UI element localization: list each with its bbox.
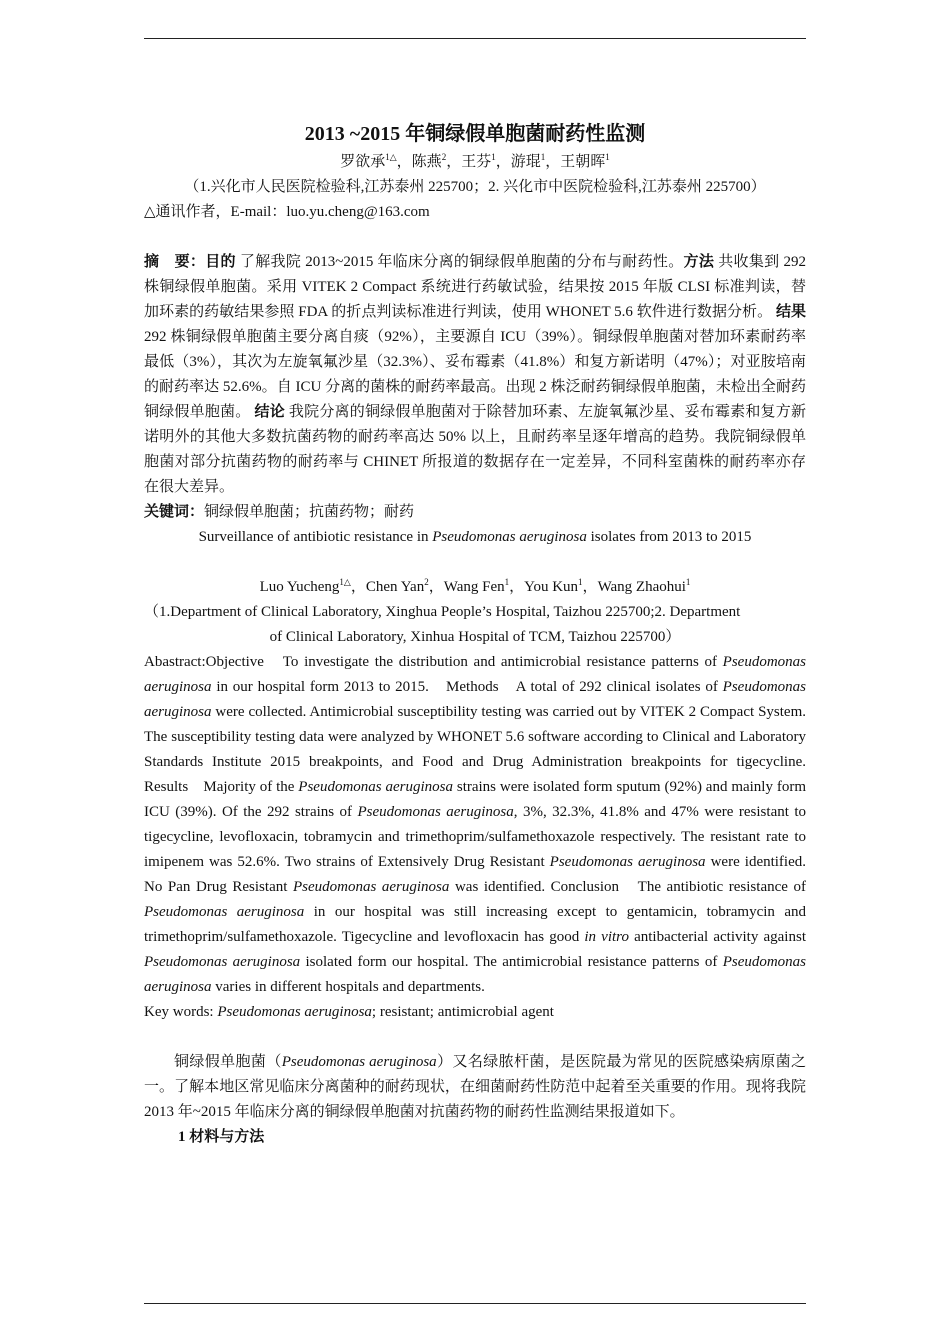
keywords-label: 关键词： — [144, 504, 205, 520]
species-name: Pseudomonas aeruginosa — [144, 954, 301, 970]
objective-text: 了解我院 2013~2015 年临床分离的铜绿假单胞菌的分布与耐药性。 — [239, 254, 684, 270]
objective-label: 目的 — [205, 254, 236, 270]
author-sup: 2 — [424, 577, 429, 587]
en-abstract-text: antibacterial activity against — [628, 929, 806, 945]
species-name: Pseudomonas aeruginosa — [144, 904, 305, 920]
keywords-text: 铜绿假单胞菌；抗菌药物；耐药 — [204, 504, 415, 520]
species-name: Pseudomonas aeruginosa — [281, 1054, 437, 1070]
author-name: 陈燕 — [411, 154, 442, 170]
en-keywords-label: Key words: — [144, 1004, 218, 1020]
author-name: You Kun — [524, 579, 579, 595]
author-name: 罗欲承 — [340, 154, 386, 170]
paper-page — [144, 118, 822, 1150]
en-title-text: isolates from 2013 to 2015 — [586, 529, 752, 545]
author-sup: 1 — [578, 577, 583, 587]
author-name: Wang Fen — [443, 579, 505, 595]
en-abstract-text: Abastract:Objective To investigate the distribution and antimicrobial resistance patterns of — [144, 654, 723, 670]
abstract-label: 摘 要： — [144, 254, 206, 270]
species-name: Pseudomonas aeruginosa — [217, 1004, 372, 1020]
en-abstract-text: were collected. Antimicrobial susceptibility testing was carried out by VITEK 2 Compact System. The susceptibility testing data were analyzed by WHONET 5.6 software according to Clinical and Laboratory Standards Institute 2015 breakpoints, and Food and Drug Administration breakpoints for tigecycline. Results Majority of the — [144, 704, 822, 795]
spacer — [144, 550, 806, 575]
species-name: Pseudomonas aeruginosa — [144, 679, 806, 720]
author-name: Wang Zhaohui — [597, 579, 686, 595]
species-name: Pseudomonas aeruginosa — [298, 779, 453, 795]
author-name: 游琨 — [510, 154, 541, 170]
en-abstract-text: were identified. No Pan Drug Resistant — [144, 854, 807, 895]
author-name: Chen Yan — [365, 579, 425, 595]
species-name: Pseudomonas aeruginosa — [432, 529, 587, 545]
results-text: 292 株铜绿假单胞菌主要分离自痰（92%），主要源自 ICU（39%）。铜绿假单胞菌对替加环素耐药率最低（3%），其次为左旋氧氟沙星（32.3%）、妥布霉素（41.8%）和复方新诺明（47%）；对亚胺培南的耐药率达 52.6%。自 ICU 分离的菌株的耐药率最高。出现 2 株泛耐药铜绿假单胞菌，未检出全耐药铜绿假单胞菌。 — [144, 329, 807, 420]
en-abstract-text: strains were isolated form sputum (92%) and mainly form ICU (39%). Of the 292 strains of — [144, 779, 806, 820]
footer-rule — [144, 1303, 806, 1304]
author-sup: 1 — [504, 577, 510, 587]
en-affiliation-line-2: of Clinical Laboratory, Xinhua Hospital of TCM, Taizhou 225700） — [269, 629, 681, 645]
en-author-line: Luo Yucheng$^{1\triangle}$，Chen Yan$^2$，Wang Fen$^1$，You Kun$^1$，Wang Zhaohui$^1$ — [259, 577, 691, 595]
author-name: 王朝晖 — [560, 154, 606, 170]
species-name: Pseudomonas aeruginosa — [292, 879, 450, 895]
en-keywords — [144, 1000, 806, 1025]
author-sup: 1 — [540, 152, 546, 162]
author-sup: 1△ — [339, 577, 351, 587]
cn-author-line: 罗欲承$^{1\triangle}$，陈燕$^2$，王芬$^1$，游琨$^1$，王朝晖$^1$ — [340, 152, 610, 170]
en-abstract-text: in our hospital was still increasing except to gentamicin, tobramycin and trimethoprim/sulfamethoxazole. Tigecycline and levofloxacin has good — [144, 904, 807, 945]
cn-abstract — [144, 250, 806, 500]
author-sup: 1△ — [385, 152, 397, 162]
en-abstract-text: isolated form our hospital. The antimicrobial resistance patterns of — [300, 954, 723, 970]
cn-keywords — [144, 500, 806, 525]
en-abstract-text: varies in different hospitals and departments. — [211, 979, 485, 995]
en-keywords-text: ; resistant; antimicrobial agent — [371, 1004, 554, 1020]
author-sup: 1 — [605, 152, 610, 162]
cn-affiliation: （1.兴化市人民医院检验科,江苏泰州 225700；2. 兴化市中医院检验科,江苏泰州 225700） — [184, 179, 766, 195]
correspondence-note: △通讯作者，E-mail：luo.yu.cheng@163.com — [144, 204, 430, 220]
en-abstract-text: in our hospital form 2013 to 2015. Methods A total of 292 clinical isolates of — [211, 679, 723, 695]
author-name: 王芬 — [461, 154, 492, 170]
author-sup: 1 — [491, 152, 496, 162]
en-title — [144, 525, 806, 550]
en-abstract-text: , 3%, 32.3%, 41.8% and 47% were resistant to tigecycline, levofloxacin, tobramycin and trimethoprim/sulfamethoxazole respectively. The resistant rate to imipenem was 52.6%. Two strains of Extensively Drug Resistant — [144, 804, 806, 870]
author-sup: 2 — [441, 152, 447, 162]
methods-text: 共收集到 292 株铜绿假单胞菌。采用 VITEK 2 Compact 系统进行药敏试验，结果按 2015 年版 CLSI 标准判读，替加环素的药敏结果参照 FDA 的折点判读标准进行判读，使用 WHONET 5.6 软件进行数据分析。 — [144, 254, 806, 320]
intro-text: 铜绿假单胞菌（ — [174, 1054, 282, 1070]
author-name: Luo Yucheng — [259, 579, 340, 595]
en-abstract-text: was identified. Conclusion The antibiotic resistance of — [449, 879, 806, 895]
header-rule — [144, 38, 806, 39]
section-heading: 1 材料与方法 — [178, 1129, 265, 1145]
species-name: Pseudomonas aeruginosa — [144, 954, 807, 995]
intro-paragraph — [144, 1050, 806, 1125]
en-abstract — [144, 650, 822, 1000]
spacer — [144, 225, 806, 250]
paper-title: 2013 ~2015 年铜绿假单胞菌耐药性监测 — [304, 123, 646, 145]
intro-text: ）又名绿脓杆菌，是医院最为常见的医院感染病原菌之一。了解本地区常见临床分离菌种的耐药现状，在细菌耐药性防范中起着至关重要的作用。现将我院 2013 年~2015 年临床分离的铜绿假单胞菌对抗菌药物的耐药性监测结果报道如下。 — [144, 1054, 806, 1120]
conclusion-label: 结论 — [254, 404, 285, 420]
methods-label: 方法 — [683, 254, 715, 270]
conclusion-text: 我院分离的铜绿假单胞菌对于除替加环素、左旋氧氟沙星、妥布霉素和复方新诺明外的其他大多数抗菌药物的耐药率高达 50% 以上，且耐药率呈逐年增高的趋势。我院铜绿假单胞菌对部分抗菌药物的耐药率与 CHINET 所报道的数据存在一定差异，不同科室菌株的耐药率亦存在很大差异。 — [144, 404, 806, 495]
author-sup: 1 — [685, 577, 691, 587]
en-affiliation-line-1: （1.Department of Clinical Laboratory, Xinghua People’s Hospital, Taizhou 225700;2. Department — [144, 604, 741, 620]
en-title-text: Surveillance of antibiotic resistance in — [198, 529, 433, 545]
species-name: Pseudomonas aeruginosa — [144, 654, 806, 695]
spacer — [144, 1025, 806, 1050]
species-name: Pseudomonas aeruginosa — [357, 804, 514, 820]
results-label: 结果 — [775, 304, 806, 320]
in-vitro-term: in vitro — [584, 929, 629, 945]
species-name: Pseudomonas aeruginosa — [549, 854, 706, 870]
